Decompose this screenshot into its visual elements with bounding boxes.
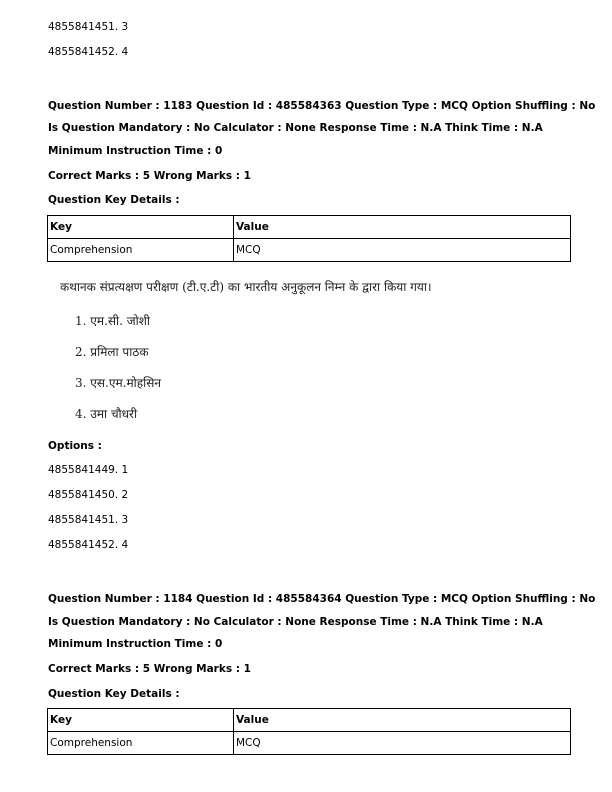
q1-question-text: कथानक संप्रत्यक्षण परीक्षण (टी.ए.टी) का भारतीय अनुकूलन निम्न के द्वारा किया गया। [60, 280, 432, 294]
q1-choice-2: 2. प्रमिला पाठक [75, 345, 149, 359]
q1-key-cell: Comprehension [48, 239, 234, 262]
q1-option-3: 4855841451. 3 [48, 514, 129, 526]
q2-meta-line1: Question Number : 1184 Question Id : 485584364 Question Type : MCQ Option Shuffling : No [48, 593, 596, 605]
q1-option-4: 4855841452. 4 [48, 539, 129, 551]
q1-choice-4: 4. उमा चौधरी [75, 407, 138, 421]
q2-key-cell: Comprehension [48, 732, 234, 755]
q1-choice-3: 3. एस.एम.मोहसिन [75, 376, 161, 390]
q1-choice-1: 1. एम.सी. जोशी [75, 314, 151, 328]
q1-key-header: Key [48, 216, 234, 239]
q1-options-label: Options : [48, 440, 102, 452]
prev-option-3: 4855841451. 3 [48, 21, 129, 33]
q2-value-cell: MCQ [234, 732, 571, 755]
q1-marks: Correct Marks : 5 Wrong Marks : 1 [48, 170, 251, 182]
q1-option-1: 4855841449. 1 [48, 464, 129, 476]
q1-value-cell: MCQ [234, 239, 571, 262]
q1-key-details-label: Question Key Details : [48, 194, 180, 206]
q2-marks: Correct Marks : 5 Wrong Marks : 1 [48, 663, 251, 675]
q1-meta-line3: Minimum Instruction Time : 0 [48, 145, 223, 157]
q1-key-table [47, 215, 571, 262]
prev-option-4: 4855841452. 4 [48, 46, 129, 58]
q2-meta-line3: Minimum Instruction Time : 0 [48, 638, 223, 650]
q1-value-header: Value [234, 216, 571, 239]
q2-value-header: Value [234, 709, 571, 732]
q1-option-2: 4855841450. 2 [48, 489, 129, 501]
q2-key-details-label: Question Key Details : [48, 688, 180, 700]
q2-key-header: Key [48, 709, 234, 732]
q2-meta-line2: Is Question Mandatory : No Calculator : None Response Time : N.A Think Time : N.A [48, 616, 543, 628]
q1-meta-line2: Is Question Mandatory : No Calculator : None Response Time : N.A Think Time : N.A [48, 122, 543, 134]
q1-meta-line1: Question Number : 1183 Question Id : 485584363 Question Type : MCQ Option Shuffling : No [48, 100, 596, 112]
q2-key-table [47, 708, 571, 755]
